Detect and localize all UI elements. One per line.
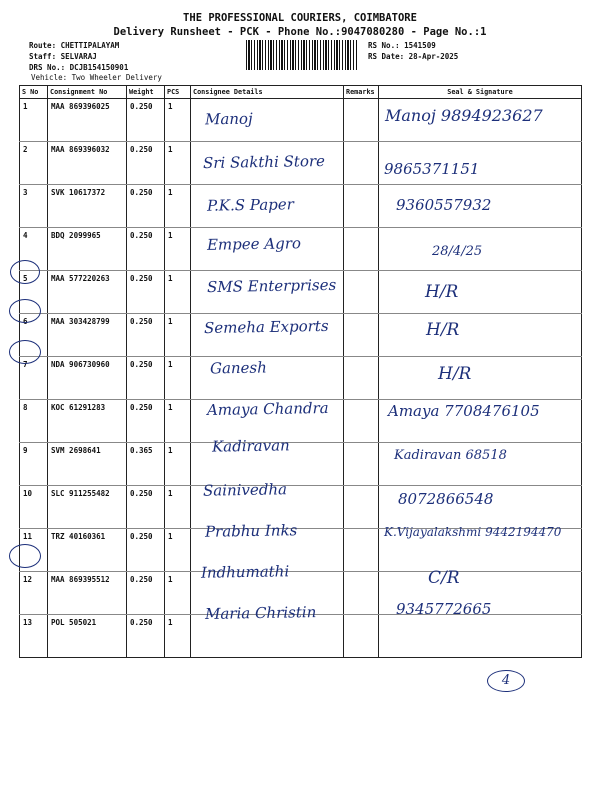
- cell-weight: 0.250: [127, 615, 165, 658]
- cell-pcs: 1: [165, 314, 191, 357]
- handwritten-consignee: SMS Enterprises: [206, 275, 337, 297]
- cell-remarks: [344, 529, 379, 572]
- handwritten-signature: 9360557932: [396, 196, 492, 214]
- cell-sno: 1: [20, 99, 48, 142]
- cell-weight: 0.250: [127, 228, 165, 271]
- col-header-signature: Seal & Signature: [379, 86, 582, 99]
- pen-circle-mark: [9, 340, 41, 364]
- cell-consignment: MAA 303428799: [48, 314, 127, 357]
- col-header-remarks: Remarks: [344, 86, 379, 99]
- staff-label: Staff: SELVARAJ: [29, 52, 97, 61]
- table-row: [20, 486, 582, 529]
- handwritten-consignee: Manoj: [204, 109, 253, 129]
- handwritten-consignee: Indhumathi: [200, 562, 290, 582]
- handwritten-signature: Amaya 7708476105: [388, 402, 540, 420]
- drs-label: DRS No.: DCJB154150901: [29, 63, 129, 72]
- cell-sno: 13: [20, 615, 48, 658]
- runsheet-table: [19, 85, 582, 658]
- handwritten-signature: 9865371151: [384, 160, 480, 178]
- table-row: [20, 185, 582, 228]
- cell-remarks: [344, 400, 379, 443]
- cell-pcs: 1: [165, 400, 191, 443]
- cell-sno: 12: [20, 572, 48, 615]
- cell-pcs: 1: [165, 357, 191, 400]
- cell-consignment: MAA 577220263: [48, 271, 127, 314]
- cell-pcs: 1: [165, 228, 191, 271]
- pen-circle-mark: [9, 299, 41, 323]
- cell-remarks: [344, 271, 379, 314]
- cell-weight: 0.250: [127, 271, 165, 314]
- cell-consignment: MAA 869395512: [48, 572, 127, 615]
- cell-sno: 4: [20, 228, 48, 271]
- cell-sno: 10: [20, 486, 48, 529]
- cell-sno: 8: [20, 400, 48, 443]
- handwritten-consignee: P.K.S Paper: [206, 195, 295, 215]
- cell-sno: 9: [20, 443, 48, 486]
- handwritten-signature: C/R: [428, 568, 460, 588]
- handwritten-signature: 28/4/25: [432, 244, 483, 259]
- handwritten-signature: K.Vijayalakshmi 9442194470: [384, 525, 562, 539]
- handwritten-consignee: Maria Christin: [204, 603, 317, 623]
- cell-remarks: [344, 486, 379, 529]
- cell-consignment: BDQ 2099965: [48, 228, 127, 271]
- handwritten-consignee: Sri Sakthi Store: [202, 151, 326, 173]
- company-title: THE PROFESSIONAL COURIERS, COIMBATORE: [183, 12, 417, 24]
- col-header-pcs: PCS: [165, 86, 191, 99]
- cell-weight: 0.250: [127, 357, 165, 400]
- runsheet-subtitle: Delivery Runsheet - PCK - Phone No.:9047080280 - Page No.:1: [113, 26, 487, 38]
- cell-remarks: [344, 99, 379, 142]
- cell-pcs: 1: [165, 486, 191, 529]
- rs-number: RS No.: 1541509: [368, 41, 436, 50]
- cell-consignment: SVK 10617372: [48, 185, 127, 228]
- cell-remarks: [344, 228, 379, 271]
- cell-signature: [379, 271, 582, 314]
- route-label: Route: CHETTIPALAYAM: [29, 41, 120, 50]
- handwritten-signature: Kadiravan 68518: [394, 448, 507, 463]
- cell-consignment: TRZ 40160361: [48, 529, 127, 572]
- col-header-consignment: Consignment No: [48, 86, 127, 99]
- handwritten-consignee: Amaya Chandra: [206, 398, 329, 420]
- pen-circle-mark: [10, 260, 40, 284]
- cell-pcs: 1: [165, 529, 191, 572]
- cell-consignment: KOC 61291283: [48, 400, 127, 443]
- col-header-sno: S No: [20, 86, 48, 99]
- cell-remarks: [344, 615, 379, 658]
- handwritten-consignee: Sainivedha: [202, 480, 288, 500]
- handwritten-consignee: Kadiravan: [211, 436, 290, 456]
- cell-weight: 0.250: [127, 142, 165, 185]
- cell-pcs: 1: [165, 185, 191, 228]
- cell-weight: 0.250: [127, 572, 165, 615]
- cell-sno: 11: [20, 529, 48, 572]
- cell-sno: 3: [20, 185, 48, 228]
- cell-sno: 7: [20, 357, 48, 400]
- cell-signature: [379, 615, 582, 658]
- cell-consignment: MAA 869396032: [48, 142, 127, 185]
- cell-remarks: [344, 357, 379, 400]
- pen-circle-mark: [9, 544, 41, 568]
- cell-sno: 6: [20, 314, 48, 357]
- handwritten-signature: Manoj 9894923627: [385, 106, 543, 125]
- table-row: [20, 357, 582, 400]
- handwritten-signature: H/R: [426, 320, 460, 340]
- cell-pcs: 1: [165, 443, 191, 486]
- cell-pcs: 1: [165, 142, 191, 185]
- cell-remarks: [344, 142, 379, 185]
- cell-pcs: 1: [165, 615, 191, 658]
- cell-signature: [379, 357, 582, 400]
- cell-weight: 0.250: [127, 314, 165, 357]
- col-header-consignee: Consignee Details: [191, 86, 344, 99]
- cell-consignment: SLC 911255482: [48, 486, 127, 529]
- cell-pcs: 1: [165, 271, 191, 314]
- cell-pcs: 1: [165, 572, 191, 615]
- rs-date: RS Date: 28-Apr-2025: [368, 52, 459, 61]
- cell-weight: 0.250: [127, 99, 165, 142]
- cell-consignment: NDA 906730960: [48, 357, 127, 400]
- cell-signature: [379, 314, 582, 357]
- cell-remarks: [344, 185, 379, 228]
- cell-consignment: POL 505021: [48, 615, 127, 658]
- vehicle-label: Vehicle: Two Wheeler Delivery: [31, 73, 162, 82]
- handwritten-consignee: Ganesh: [209, 358, 267, 378]
- cell-weight: 0.365: [127, 443, 165, 486]
- cell-remarks: [344, 314, 379, 357]
- handwritten-consignee: Semeha Exports: [203, 316, 329, 338]
- cell-weight: 0.250: [127, 400, 165, 443]
- handwritten-signature: H/R: [425, 282, 459, 302]
- cell-pcs: 1: [165, 99, 191, 142]
- cell-remarks: [344, 443, 379, 486]
- table-header-row: [20, 86, 582, 99]
- cell-weight: 0.250: [127, 185, 165, 228]
- cell-consignment: MAA 869396025: [48, 99, 127, 142]
- handwritten-consignee: Prabhu Inks: [204, 521, 298, 541]
- cell-weight: 0.250: [127, 529, 165, 572]
- cell-sno: 2: [20, 142, 48, 185]
- handwritten-consignee: Empee Agro: [206, 234, 302, 254]
- handwritten-signature: 8072866548: [398, 490, 494, 508]
- col-header-weight: Weight: [127, 86, 165, 99]
- barcode: [246, 40, 358, 70]
- cell-sno: 5: [20, 271, 48, 314]
- cell-remarks: [344, 572, 379, 615]
- handwritten-signature: 9345772665: [396, 600, 492, 618]
- handwritten-signature: H/R: [438, 364, 472, 384]
- cell-consignment: SVM 2698641: [48, 443, 127, 486]
- cell-weight: 0.250: [127, 486, 165, 529]
- page-count-mark: 4: [487, 670, 525, 692]
